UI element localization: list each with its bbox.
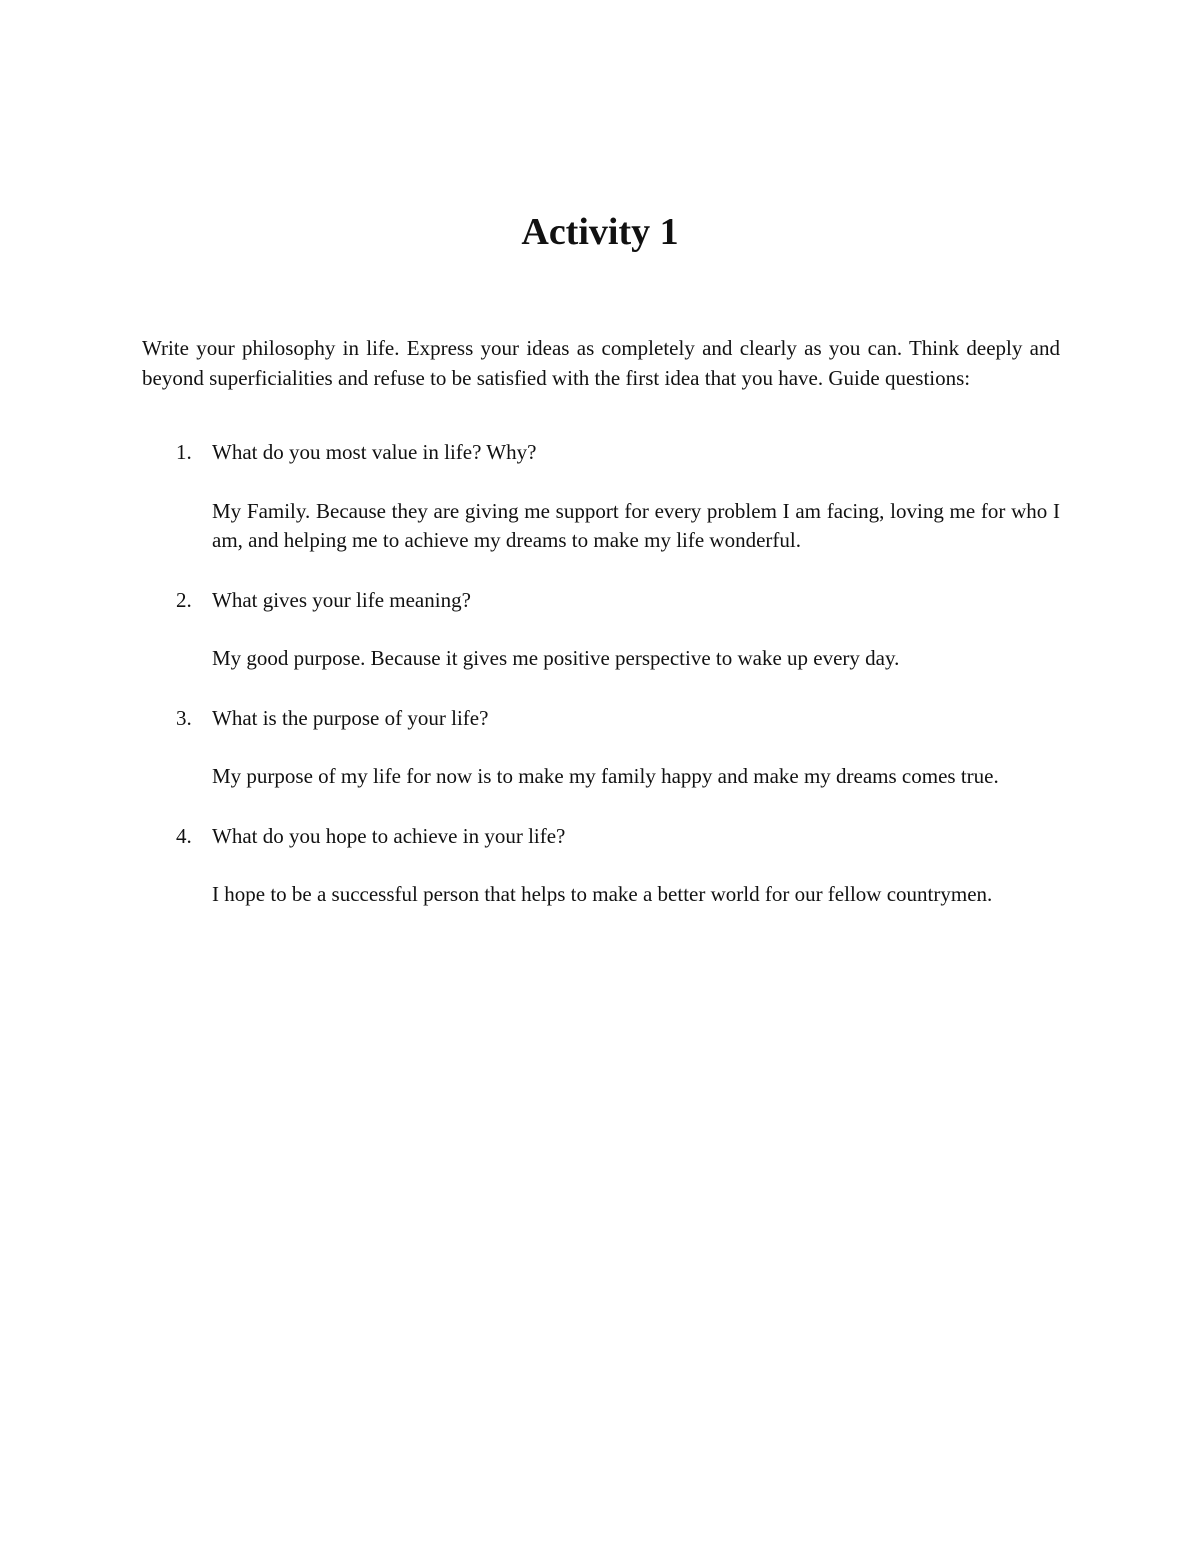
question-text: What do you most value in life? Why? <box>212 440 537 464</box>
question-number: 3. <box>176 705 192 730</box>
question-number: 2. <box>176 587 192 612</box>
question-item-1 <box>142 438 1060 556</box>
question-number: 4. <box>176 823 192 848</box>
intro-paragraph: Write your philosophy in life. Express your ideas as completely and clearly as you can. Think deeply and beyond superficialities and refuse to be satisfied with the first idea that you have. Guide questions: <box>142 336 1060 390</box>
guide-questions-list <box>142 438 1060 910</box>
question-text: What is the purpose of your life? <box>212 705 489 730</box>
question-item-4 <box>142 822 1060 910</box>
question-item-3 <box>142 704 1060 792</box>
question-item-2 <box>142 586 1060 674</box>
question-text: What gives your life meaning? <box>212 587 471 612</box>
answer-text: My good purpose. Because it gives me positive perspective to wake up every day. <box>212 646 900 670</box>
page-title: Activity 1 <box>521 211 679 253</box>
answer-text: My purpose of my life for now is to make my family happy and make my dreams comes true. <box>212 764 999 788</box>
answer-text: My Family. Because they are giving me support for every problem I am facing, loving me for who I am, and helping me to achieve my dreams to make my life wonderful. <box>212 498 1060 552</box>
question-number: 1. <box>176 440 192 464</box>
answer-text: I hope to be a successful person that helps to make a better world for our fellow countrymen. <box>212 882 993 906</box>
question-text: What do you hope to achieve in your life? <box>212 823 566 848</box>
